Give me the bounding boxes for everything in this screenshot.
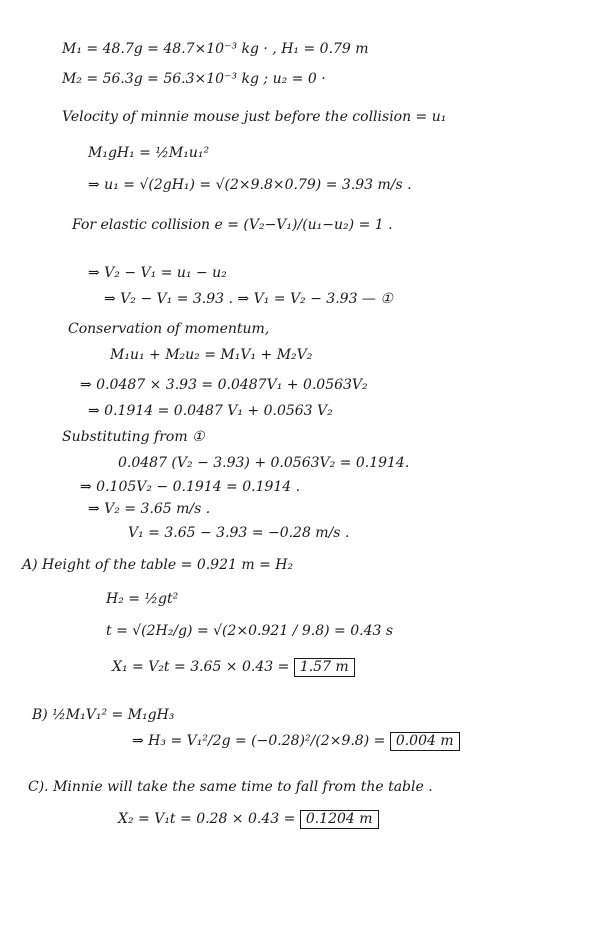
elastic-collision-condition: For elastic collision e = (V₂−V₁)/(u₁−u₂) = 1 . xyxy=(72,217,393,233)
momentum-heading: Conservation of momentum, xyxy=(68,321,270,337)
given-m1-h1: M₁ = 48.7g = 48.7×10⁻³ kg · , H₁ = 0.79 m xyxy=(62,41,369,57)
substitution-heading: Substituting from ① xyxy=(62,429,205,445)
relative-velocity-equation: ⇒ V₂ − V₁ = u₁ − u₂ xyxy=(88,265,227,281)
x2-expression: X₂ = V₁t = 0.28 × 0.43 = xyxy=(118,811,296,827)
fall-time: t = √(2H₂/g) = √(2×0.921 / 9.8) = 0.43 s xyxy=(106,623,394,639)
h3-calculation xyxy=(132,732,460,751)
given-m2-u2: M₂ = 56.3g = 56.3×10⁻³ kg ; u₂ = 0 · xyxy=(62,71,326,87)
v2-result: ⇒ V₂ = 3.65 m/s . xyxy=(88,501,211,517)
x1-expression: X₁ = V₂t = 3.65 × 0.43 = xyxy=(112,659,290,675)
u1-calculation: ⇒ u₁ = √(2gH₁) = √(2×9.8×0.79) = 3.93 m/s . xyxy=(88,177,412,193)
x2-calculation xyxy=(118,810,379,829)
x1-calculation xyxy=(112,658,355,677)
momentum-numeric: ⇒ 0.0487 × 3.93 = 0.0487V₁ + 0.0563V₂ xyxy=(80,377,368,393)
momentum-simplified: ⇒ 0.1914 = 0.0487 V₁ + 0.0563 V₂ xyxy=(88,403,333,419)
part-b-energy: B) ½M₁V₁² = M₁gH₃ xyxy=(32,707,175,723)
momentum-equation: M₁u₁ + M₂u₂ = M₁V₁ + M₂V₂ xyxy=(110,347,313,363)
v2-intermediate: ⇒ 0.105V₂ − 0.1914 = 0.1914 . xyxy=(80,479,301,495)
part-a-table-height: A) Height of the table = 0.921 m = H₂ xyxy=(22,557,294,573)
x1-answer-box: 1.57 m xyxy=(294,658,355,677)
fall-equation: H₂ = ½gt² xyxy=(106,591,179,607)
part-c-statement: C). Minnie will take the same time to fall from the table . xyxy=(28,779,433,795)
velocity-before-collision-heading: Velocity of minnie mouse just before the collision = u₁ xyxy=(62,109,447,125)
substitution-equation: 0.0487 (V₂ − 3.93) + 0.0563V₂ = 0.1914. xyxy=(118,455,410,471)
equation-one: ⇒ V₂ − V₁ = 3.93 . ⇒ V₁ = V₂ − 3.93 — ① xyxy=(104,291,393,307)
energy-equation: M₁gH₁ = ½M₁u₁² xyxy=(88,145,210,161)
h3-expression: ⇒ H₃ = V₁²/2g = (−0.28)²/(2×9.8) = xyxy=(132,733,386,749)
v1-result: V₁ = 3.65 − 3.93 = −0.28 m/s . xyxy=(128,525,350,541)
h3-answer-box: 0.004 m xyxy=(390,732,460,751)
x2-answer-box: 0.1204 m xyxy=(300,810,379,829)
